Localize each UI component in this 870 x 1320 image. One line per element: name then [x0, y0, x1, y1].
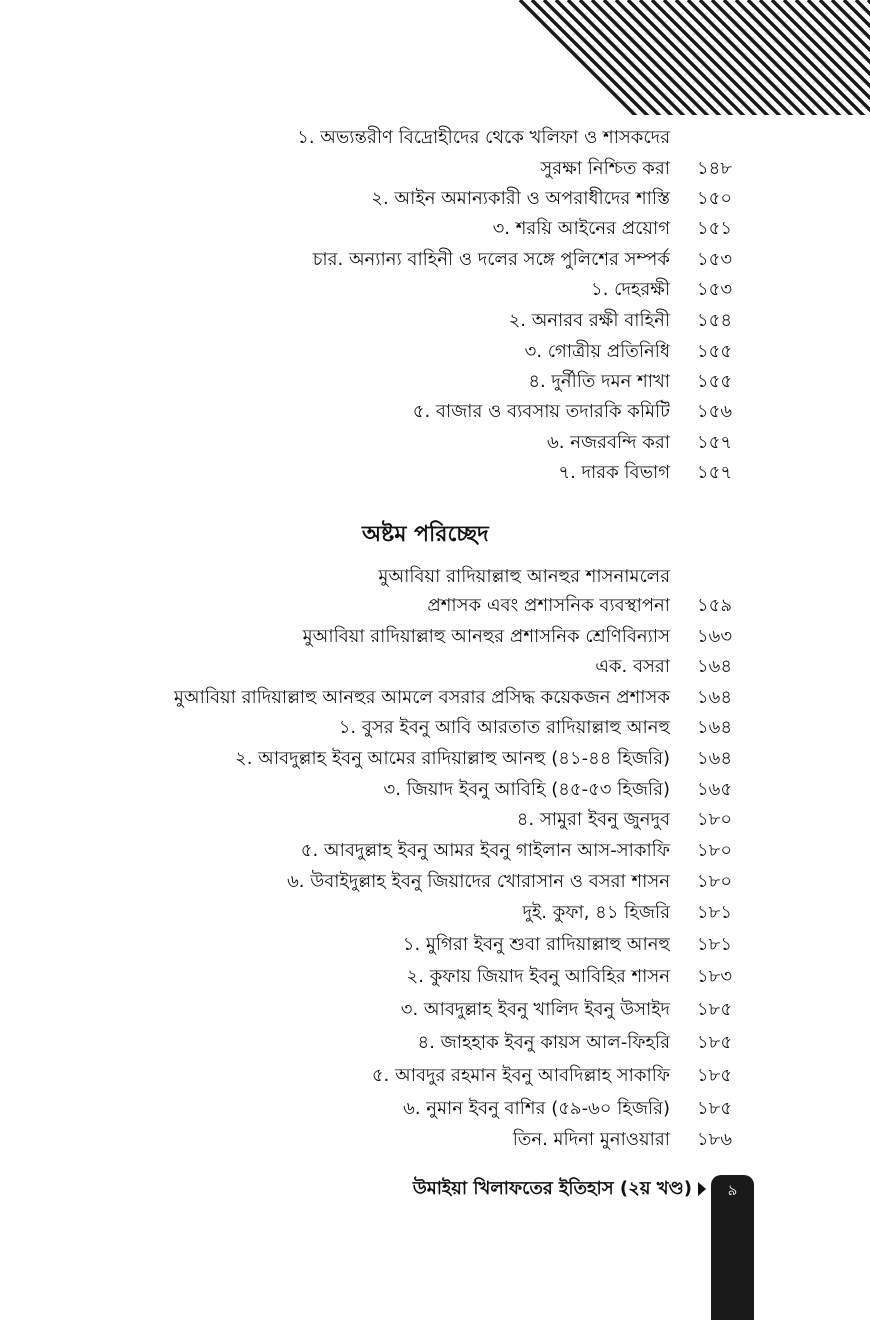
triangle-right-icon	[698, 1182, 706, 1196]
toc-entry[interactable]	[0, 805, 870, 835]
toc-entry[interactable]	[0, 306, 870, 336]
toc-entry[interactable]	[0, 123, 870, 153]
toc-entry-page: ১৫০	[697, 188, 733, 209]
toc-entry-page: ১৬৪	[697, 656, 733, 677]
toc-entry[interactable]	[0, 337, 870, 367]
toc-entry-page: ১৬৪	[697, 748, 733, 769]
chapter-heading: অষ্টম পরিচ্ছেদ	[362, 522, 489, 547]
toc-entry-page: ১৫৯	[697, 595, 733, 616]
toc-entry[interactable]	[0, 1061, 870, 1091]
toc-entry-page: ১৫৩	[697, 249, 733, 270]
toc-entry[interactable]	[0, 898, 870, 928]
toc-entry-page: ১৫৩	[697, 279, 733, 300]
toc-entry-page: ১৮০	[697, 871, 733, 892]
toc-entry-title: ৪. দুর্নীতি দমন শাখা	[528, 371, 670, 392]
book-title: উমাইয়া খিলাফতের ইতিহাস (২য় খণ্ড)	[412, 1178, 692, 1199]
toc-entry-page: ১৮৫	[697, 999, 733, 1020]
toc-entry-title: ৩. গোত্রীয় প্রতিনিধি	[524, 341, 670, 362]
toc-entry[interactable]	[0, 428, 870, 458]
toc-entry-page: ১৪৮	[697, 158, 733, 179]
toc-entry[interactable]	[0, 962, 870, 992]
toc-entry[interactable]	[0, 683, 870, 713]
toc-entry-title: ৩. শরয়ি আইনের প্রয়োগ	[492, 218, 670, 239]
toc-entry[interactable]	[0, 154, 870, 184]
toc-entry-title: ২. অনারব রক্ষী বাহিনী	[508, 310, 670, 331]
toc-entry[interactable]	[0, 562, 870, 592]
toc-entry-page: ১৮৬	[697, 1129, 733, 1150]
toc-entry-page: ১৮৩	[697, 966, 733, 987]
toc-entry[interactable]	[0, 275, 870, 305]
toc-entry[interactable]	[0, 1094, 870, 1124]
toc-entry[interactable]	[0, 458, 870, 488]
toc-entry-page: ১৫৪	[697, 310, 733, 331]
toc-entry-title: ১. মুগিরা ইবনু শুবা রাদিয়াল্লাহু আনহু	[402, 934, 670, 955]
toc-entry[interactable]	[0, 836, 870, 866]
toc-entry-title: তিন. মদিনা মুনাওয়ারা	[512, 1129, 670, 1150]
toc-entry-title: মুআবিয়া রাদিয়াল্লাহু আনহুর আমলে বসরার প্রসিদ্ধ কয়েকজন প্রশাসক	[173, 687, 670, 708]
page-number: ৯	[727, 1181, 738, 1199]
toc-entry[interactable]	[0, 652, 870, 682]
toc-entry-page: ১৮৫	[697, 1032, 733, 1053]
toc-entry[interactable]	[0, 713, 870, 743]
toc-entry-page: ১৮০	[697, 809, 733, 830]
toc-entry-title: সুরক্ষা নিশ্চিত করা	[540, 158, 670, 179]
toc-entry-page: ১৫৭	[697, 432, 733, 453]
toc-entry-title: ১. বুসর ইবনু আবি আরতাত রাদিয়াল্লাহু আনহু	[338, 717, 670, 738]
toc-entry-page: ১৬৪	[697, 717, 733, 738]
toc-entry-title: ৩. জিয়াদ ইবনু আবিহি (৪৫-৫৩ হিজরি)	[383, 779, 670, 800]
toc-entry-title: মুআবিয়া রাদিয়াল্লাহু আনহুর শাসনামলের	[378, 566, 670, 587]
toc-entry[interactable]	[0, 245, 870, 275]
toc-entry-page: ১৬৩	[697, 626, 733, 647]
toc-entry-title: দুই. কুফা, ৪১ হিজরি	[522, 902, 670, 923]
toc-entry[interactable]	[0, 775, 870, 805]
toc-entry-title: ৫. আবদুর রহমান ইবনু আবদিল্লাহ সাকাফি	[371, 1065, 670, 1086]
toc-entry-page: ১৮৫	[697, 1065, 733, 1086]
toc-entry[interactable]	[0, 397, 870, 427]
toc-entry[interactable]	[0, 995, 870, 1025]
toc-entry-title: চার. অন্যান্য বাহিনী ও দলের সঙ্গে পুলিশের সম্পর্ক	[312, 249, 670, 270]
toc-entry-title: ১. অভ্যন্তরীণ বিদ্রোহীদের থেকে খলিফা ও শাসকদের	[297, 127, 670, 148]
toc-entry-page: ১৫৫	[697, 371, 733, 392]
corner-stripes-decoration	[490, 0, 870, 115]
toc-entry-page: ১৮১	[697, 902, 733, 923]
toc-entry-page: ১৫৫	[697, 341, 733, 362]
toc-entry-page: ১৬৫	[697, 779, 733, 800]
toc-entry-title: ৬. নুমান ইবনু বাশির (৫৯-৬০ হিজরি)	[403, 1098, 670, 1119]
toc-entry-title: ৬. উবাইদুল্লাহ ইবনু জিয়াদের খোরাসান ও বসরা শাসন	[287, 871, 670, 892]
toc-entry[interactable]	[0, 591, 870, 621]
toc-entry-title: ৫. আবদুল্লাহ ইবনু আমর ইবনু গাইলান আস-সাকাফি	[300, 840, 670, 861]
toc-entry-title: ২. কুফায় জিয়াদ ইবনু আবিহির শাসন	[406, 966, 670, 987]
toc-entry-page: ১৮৫	[697, 1098, 733, 1119]
toc-entry-title: ৪. সামুরা ইবনু জুনদুব	[516, 809, 670, 830]
toc-entry-title: ১. দেহরক্ষী	[591, 279, 670, 300]
toc-entry-title: ৩. আবদুল্লাহ ইবনু খালিদ ইবনু উসাইদ	[400, 999, 670, 1020]
toc-entry-title: ৫. বাজার ও ব্যবসায় তদারকি কমিটি	[412, 401, 670, 422]
toc-entry-page: ১৫৭	[697, 462, 733, 483]
toc-entry-page: ১৫১	[697, 218, 733, 239]
toc-entry-title: প্রশাসক এবং প্রশাসনিক ব্যবস্থাপনা	[427, 595, 670, 616]
toc-entry-title: ৪. জাহহাক ইবনু কায়স আল-ফিহরি	[417, 1032, 670, 1053]
toc-entry-page: ১৮১	[697, 934, 733, 955]
toc-entry[interactable]	[0, 214, 870, 244]
toc-entry-title: এক. বসরা	[595, 656, 670, 677]
toc-entry[interactable]	[0, 367, 870, 397]
toc-entry[interactable]	[0, 930, 870, 960]
toc-entry[interactable]	[0, 1028, 870, 1058]
toc-entry[interactable]	[0, 1125, 870, 1155]
toc-entry[interactable]	[0, 867, 870, 897]
toc-entry-title: ২. আইন অমান্যকারী ও অপরাধীদের শাস্তি	[371, 188, 670, 209]
toc-entry-title: ৬. নজরবন্দি করা	[547, 432, 670, 453]
toc-entry-title: মুআবিয়া রাদিয়াল্লাহু আনহুর প্রশাসনিক শ্রেণিবিন্যাস	[302, 626, 670, 647]
toc-entry-page: ১৮০	[697, 840, 733, 861]
toc-entry-title: ৭. দারক বিভাগ	[558, 462, 670, 483]
toc-entry-page: ১৫৬	[697, 401, 733, 422]
toc-entry[interactable]	[0, 622, 870, 652]
toc-entry[interactable]	[0, 744, 870, 774]
toc-entry-page: ১৬৪	[697, 687, 733, 708]
toc-entry[interactable]	[0, 184, 870, 214]
toc-entry-title: ২. আবদুল্লাহ ইবনু আমের রাদিয়াল্লাহু আনহু (৪১-৪৪ হিজরি)	[235, 748, 670, 769]
